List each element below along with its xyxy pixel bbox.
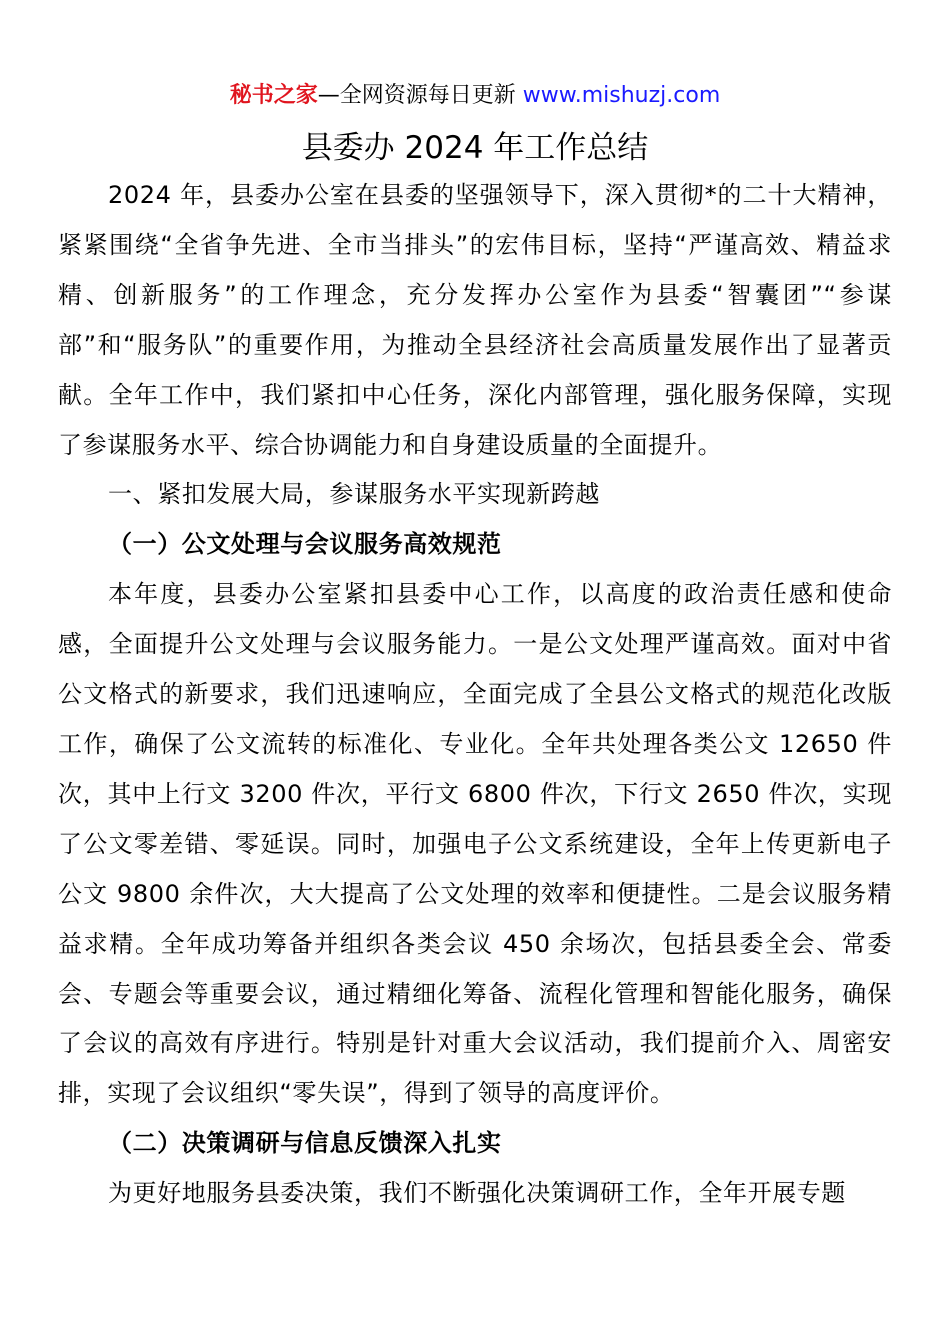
subsection-heading-1: （一）公文处理与会议服务高效规范 bbox=[108, 530, 502, 559]
document-title: 县委办 2024 年工作总结 bbox=[301, 130, 649, 166]
document-body bbox=[58, 171, 892, 1219]
section-heading-1: 一、紧扣发展大局，参谋服务水平实现新跨越 bbox=[108, 480, 600, 509]
banner-tagline: —全网资源每日更新 bbox=[317, 83, 523, 108]
banner-site[interactable]: www.mishuzj.com bbox=[522, 83, 721, 108]
intro-paragraph: 2024 年，县委办公室在县委的坚强领导下，深入贯彻*的二十大精神，紧紧围绕“全省争先进、全市当排头”的宏伟目标，坚持“严谨高效、精益求精、创新服务”的工作理念，充分发挥办公室作为县委“智囊团”“参谋部”和“服务队”的重要作用，为推动全县经济社会高质量发展作出了显著贡献。全年工作中，我们紧扣中心任务，深化内部管理，强化服务保障，实现了参谋服务水平、综合协调能力和自身建设质量的全面提升。 bbox=[58, 181, 892, 459]
subsection-paragraph-2: 为更好地服务县委决策，我们不断强化决策调研工作，全年开展专题 bbox=[108, 1179, 846, 1208]
subsection-heading-2: （二）决策调研与信息反馈深入扎实 bbox=[108, 1129, 502, 1158]
watermark-banner bbox=[0, 80, 950, 112]
subsection-paragraph-1: 本年度，县委办公室紧扣县委中心工作，以高度的政治责任感和使命感，全面提升公文处理与会议服务能力。一是公文处理严谨高效。面对中省公文格式的新要求，我们迅速响应，全面完成了全县公文格式的规范化改版工作，确保了公文流转的标准化、专业化。全年共处理各类公文 12650 件次，其中上行文 3200 件次，平行文 6800 件次，下行文 2650 件次，实现了公文零差错、零延误。同时，加强电子公文系统建设，全年上传更新电子公文 9800 余件次，大大提高了公文处理的效率和便捷性。二是会议服务精益求精。全年成功筹备并组织各类会议 450 余场次，包括县委全会、常委会、专题会等重要会议，通过精细化筹备、流程化管理和智能化服务，确保了会议的高效有序进行。特别是针对重大会议活动，我们提前介入、周密安排，实现了会议组织“零失误”，得到了领导的高度评价。 bbox=[58, 580, 892, 1108]
banner-brand: 秘书之家 bbox=[229, 83, 318, 108]
